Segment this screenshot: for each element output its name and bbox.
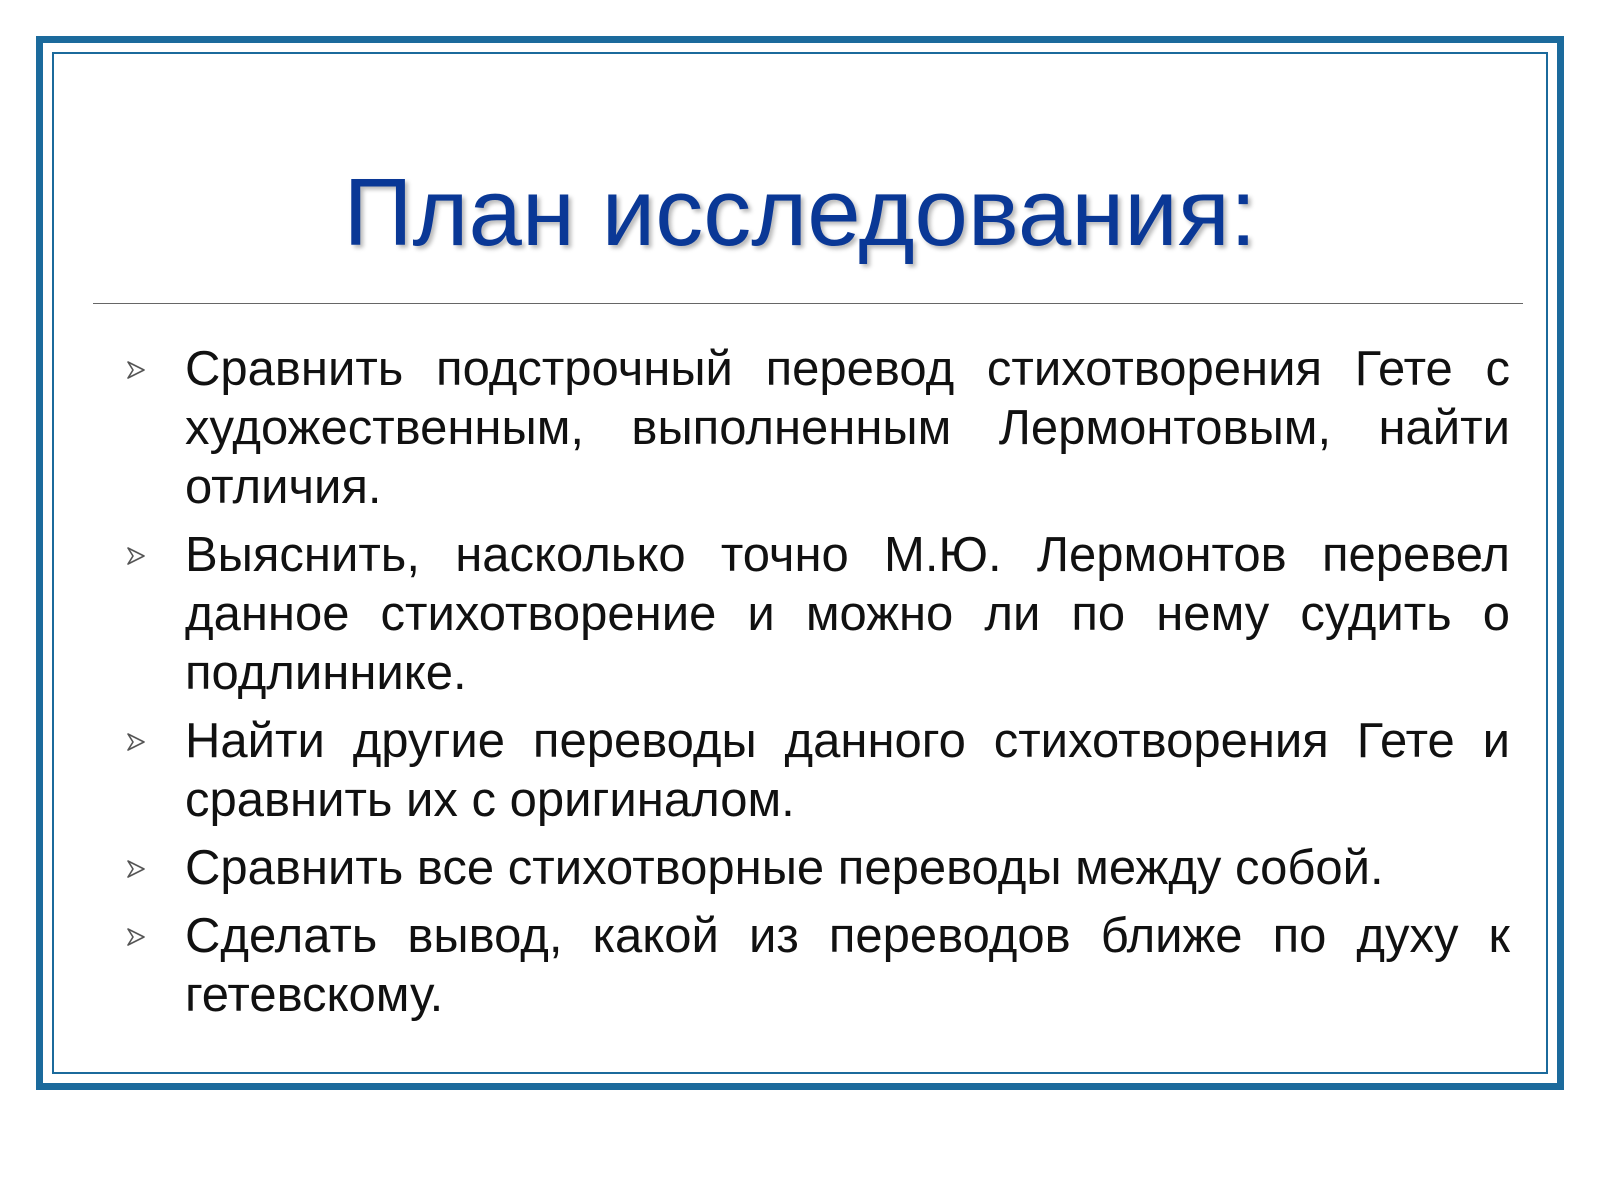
arrowhead-bullet-icon — [126, 732, 146, 752]
bullet-text: Сравнить подстрочный перевод стихотворения Гете с художественным, выполненным Лермонтовым, найти отличия. — [185, 342, 1510, 514]
arrowhead-bullet-icon — [126, 927, 146, 947]
bullet-text: Выяснить, насколько точно М.Ю. Лермонтов перевел данное стихотворение и можно ли по нему судить о подлиннике. — [185, 528, 1510, 700]
bullet-text: Сравнить все стихотворные переводы между собой. — [185, 841, 1384, 895]
title-divider — [93, 303, 1523, 304]
bullet-text: Сделать вывод, какой из переводов ближе по духу к гетевскому. — [185, 909, 1510, 1022]
bullet-text: Найти другие переводы данного стихотворения Гете и сравнить их с оригиналом. — [185, 714, 1510, 827]
bullet-list — [120, 340, 1510, 1034]
list-item — [120, 526, 1510, 703]
arrowhead-bullet-icon — [126, 360, 146, 380]
arrowhead-bullet-icon — [126, 546, 146, 566]
slide-title: План исследования: — [343, 159, 1257, 266]
list-item — [120, 839, 1510, 898]
list-item — [120, 712, 1510, 830]
list-item — [120, 340, 1510, 517]
list-item — [120, 907, 1510, 1025]
arrowhead-bullet-icon — [126, 859, 146, 879]
